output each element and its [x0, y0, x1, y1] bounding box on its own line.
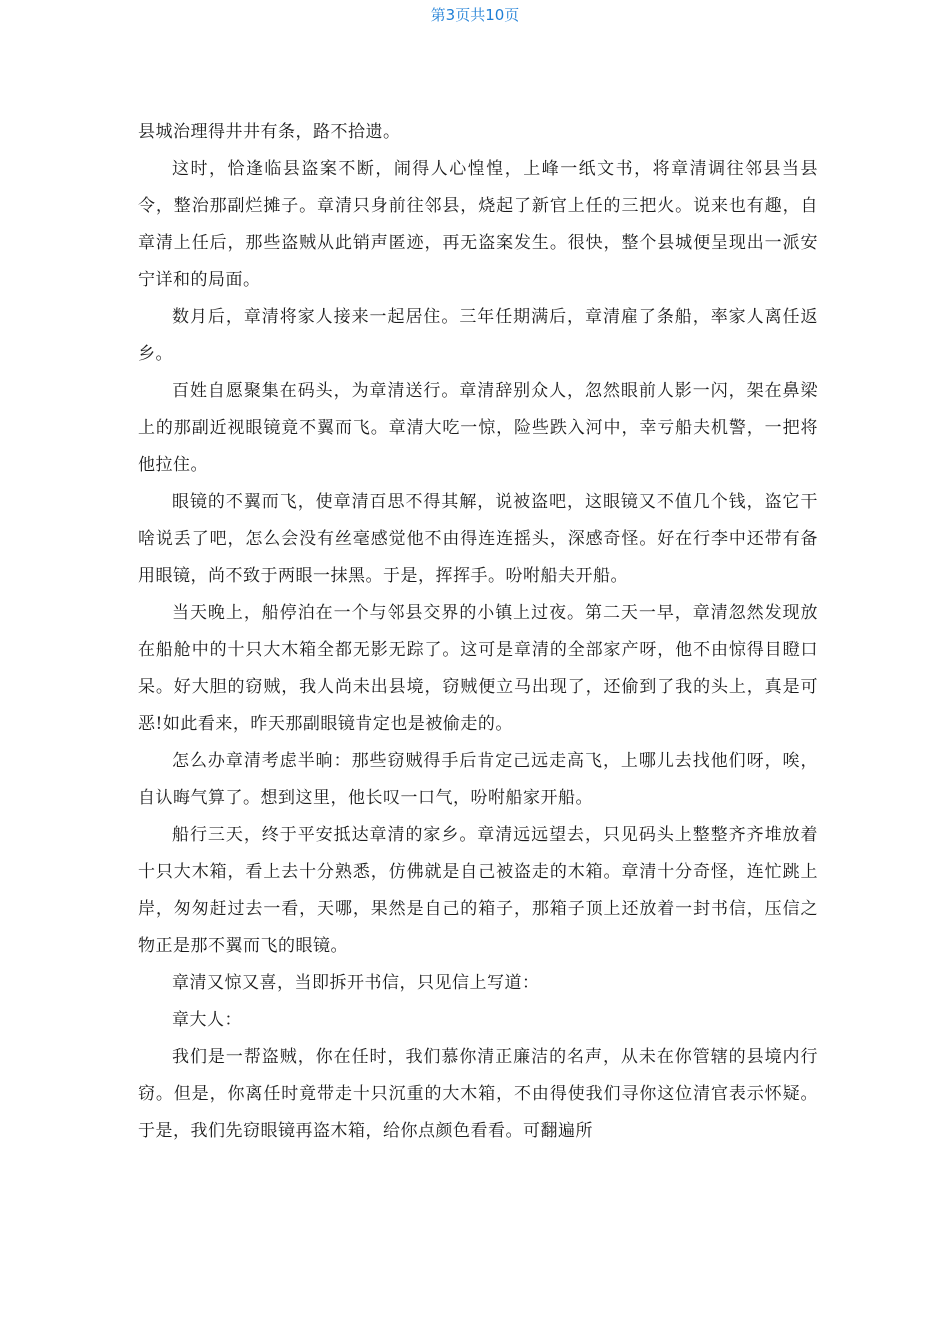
paragraph: 百姓自愿聚集在码头，为章清送行。章清辞别众人，忽然眼前人影一闪，架在鼻梁上的那副近视眼镜竟不翼而飞。章清大吃一惊，险些跌入河中，幸亏船夫机警，一把将他拉住。	[138, 381, 818, 475]
page-number-header: 第3页共10页	[430, 6, 520, 24]
document-body	[138, 114, 818, 1150]
letter-salutation: 章大人：	[172, 1010, 242, 1030]
paragraph: 我们是一帮盗贼，你在任时，我们慕你清正廉洁的名声，从未在你管辖的县境内行窃。但是，你离任时竟带走十只沉重的大木箱，不由得使我们寻你这位清官表示怀疑。于是，我们先窃眼镜再盗木箱，给你点颜色看看。可翻遍所	[138, 1047, 818, 1141]
paragraph: 眼镜的不翼而飞，使章清百思不得其解，说被盗吧，这眼镜又不值几个钱，盗它干啥说丢了吧，怎么会没有丝毫感觉他不由得连连摇头，深感奇怪。好在行李中还带有备用眼镜，尚不致于两眼一抹黑。于是，挥挥手。吩咐船夫开船。	[138, 492, 818, 586]
paragraph: 这时，恰逢临县盗案不断，闹得人心惶惶，上峰一纸文书，将章清调往邻县当县令，整治那副烂摊子。章清只身前往邻县，烧起了新官上任的三把火。说来也有趣，自章清上任后，那些盗贼从此销声匿迹，再无盗案发生。很快，整个县城便呈现出一派安宁详和的局面。	[138, 159, 818, 290]
paragraph: 怎么办章清考虑半晌：那些窃贼得手后肯定己远走高飞，上哪儿去找他们呀，唉，自认晦气算了。想到这里，他长叹一口气，吩咐船家开船。	[138, 751, 818, 808]
paragraph: 数月后，章清将家人接来一起居住。三年任期满后，章清雇了条船，率家人离任返乡。	[138, 307, 818, 364]
paragraph: 船行三天，终于平安抵达章清的家乡。章清远远望去，只见码头上整整齐齐堆放着十只大木箱，看上去十分熟悉，仿佛就是自己被盗走的木箱。章清十分奇怪，连忙跳上岸，匆匆赶过去一看，天哪，果然是自己的箱子，那箱子顶上还放着一封书信，压信之物正是那不翼而飞的眼镜。	[138, 825, 818, 956]
paragraph: 县城治理得井井有条，路不拾遗。	[138, 122, 401, 142]
paragraph: 章清又惊又喜，当即拆开书信，只见信上写道：	[172, 973, 540, 993]
paragraph: 当天晚上，船停泊在一个与邻县交界的小镇上过夜。第二天一早，章清忽然发现放在船舱中的十只大木箱全都无影无踪了。这可是章清的全部家产呀，他不由惊得目瞪口呆。好大胆的窃贼，我人尚未出县境，窃贼便立马出现了，还偷到了我的头上，真是可恶!如此看来，昨天那副眼镜肯定也是被偷走的。	[138, 603, 818, 734]
